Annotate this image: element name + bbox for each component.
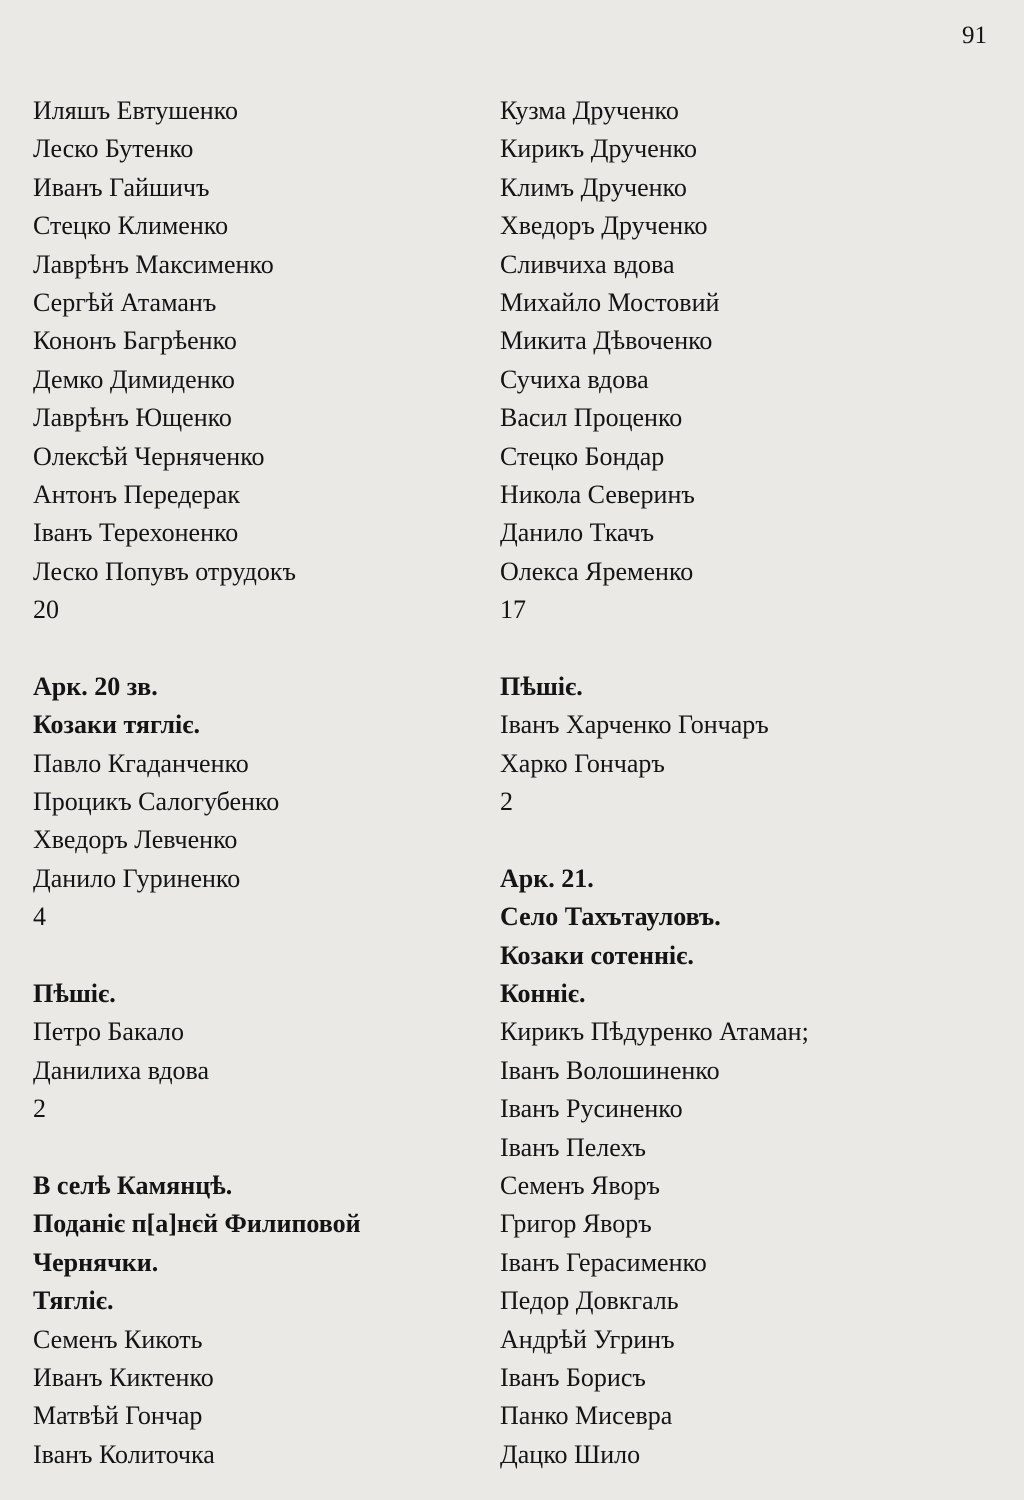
register-entry: 4 [33,902,46,932]
right-column [500,92,1000,1474]
page-number: 91 [962,22,987,49]
register-entry: Іванъ Борисъ [500,1362,646,1392]
register-entry: Процикъ Салогубенко [33,787,280,817]
register-entry: Данило Гуриненко [33,863,241,893]
register-entry: Демко Димиденко [33,364,235,394]
register-entry: 17 [500,595,526,625]
register-entry: Микита Дѣвоченко [500,326,713,356]
register-entry: Іванъ Колиточка [33,1439,215,1469]
register-entry: Стецко Клименко [33,211,229,241]
register-entry: Іванъ Волошиненко [500,1055,720,1085]
section-heading: Арк. 20 зв. [33,671,158,701]
register-entry: Данило Ткачъ [500,518,655,548]
register-entry: Іванъ Герасименко [500,1247,707,1277]
register-entry: Андрѣй Угринъ [500,1324,675,1354]
register-entry: 2 [500,787,513,817]
register-entry: Сучиха вдова [500,364,649,394]
register-entry: Антонъ Передерак [33,479,241,509]
register-entry: 2 [33,1094,46,1124]
register-entry: Іванъ Пелехъ [500,1132,646,1162]
section-heading: Чернячки. [33,1247,159,1277]
register-entry: Никола Северинъ [500,479,695,509]
register-entry: Сливчиха вдова [500,249,675,279]
register-entry: Іванъ Русиненко [500,1094,683,1124]
register-entry: Олекса Яременко [500,556,694,586]
register-entry: Матвѣй Гончар [33,1401,203,1431]
register-entry: Дацко Шило [500,1439,641,1469]
register-entry: Хведоръ Друченко [500,211,708,241]
blank-line [500,629,1000,667]
register-entry: Харко Гончаръ [500,748,665,778]
section-heading: Козаки тягліє. [33,710,200,740]
register-entry: Іванъ Терехоненко [33,518,239,548]
blank-line [33,937,488,975]
blank-line [500,821,1000,859]
register-entry: Леско Попувъ отрудокъ [33,556,296,586]
section-heading: Поданіє п[а]нєй Филиповой [33,1209,361,1239]
register-entry: Педор Довкгаль [500,1286,679,1316]
register-entry: Михайло Мостовий [500,287,720,317]
left-column [33,92,488,1474]
section-heading: Пѣшіє. [33,978,116,1008]
register-entry: Кирикъ Пѣдуренко Атаман; [500,1017,809,1047]
register-entry: Сергѣй Атаманъ [33,287,217,317]
blank-line [33,1129,488,1167]
section-heading: Козаки сотенніє. [500,940,694,970]
register-entry: Леско Бутенко [33,134,194,164]
section-heading: Тягліє. [33,1286,114,1316]
blank-line [33,629,488,667]
register-entry: Іванъ Харченко Гончаръ [500,710,769,740]
section-heading: Село Тахътауловъ. [500,902,721,932]
register-entry: Олексѣй Черняченко [33,441,265,471]
register-entry: Кирикъ Друченко [500,134,697,164]
register-entry: Семенъ Яворъ [500,1170,660,1200]
register-entry: Кузма Друченко [500,96,679,125]
register-entry: Григор Яворъ [500,1209,652,1239]
section-heading: Арк. 21. [500,863,594,893]
register-entry: Лаврѣнъ Ющенко [33,403,232,433]
register-entry: Стецко Бондар [500,441,665,471]
register-entry: Климъ Друченко [500,172,687,202]
register-entry: Панко Мисевра [500,1401,673,1431]
register-entry: Лаврѣнъ Максименко [33,249,274,279]
register-entry: 20 [33,595,59,625]
register-entry: Павло Кгаданченко [33,748,249,778]
register-entry: Иванъ Гайшичъ [33,172,210,202]
section-heading: Конніє. [500,978,586,1008]
section-heading: Пѣшіє. [500,671,583,701]
register-entry: Данилиха вдова [33,1055,210,1085]
register-entry: Иляшъ Евтушенко [33,96,238,125]
register-entry: Петро Бакало [33,1017,184,1047]
register-entry: Кононъ Багрѣенко [33,326,237,356]
register-entry: Семенъ Кикоть [33,1324,203,1354]
register-entry: Васил Проценко [500,403,683,433]
section-heading: В селѣ Камянцѣ. [33,1170,233,1200]
register-entry: Хведоръ Левченко [33,825,238,855]
register-entry: Иванъ Киктенко [33,1362,214,1392]
